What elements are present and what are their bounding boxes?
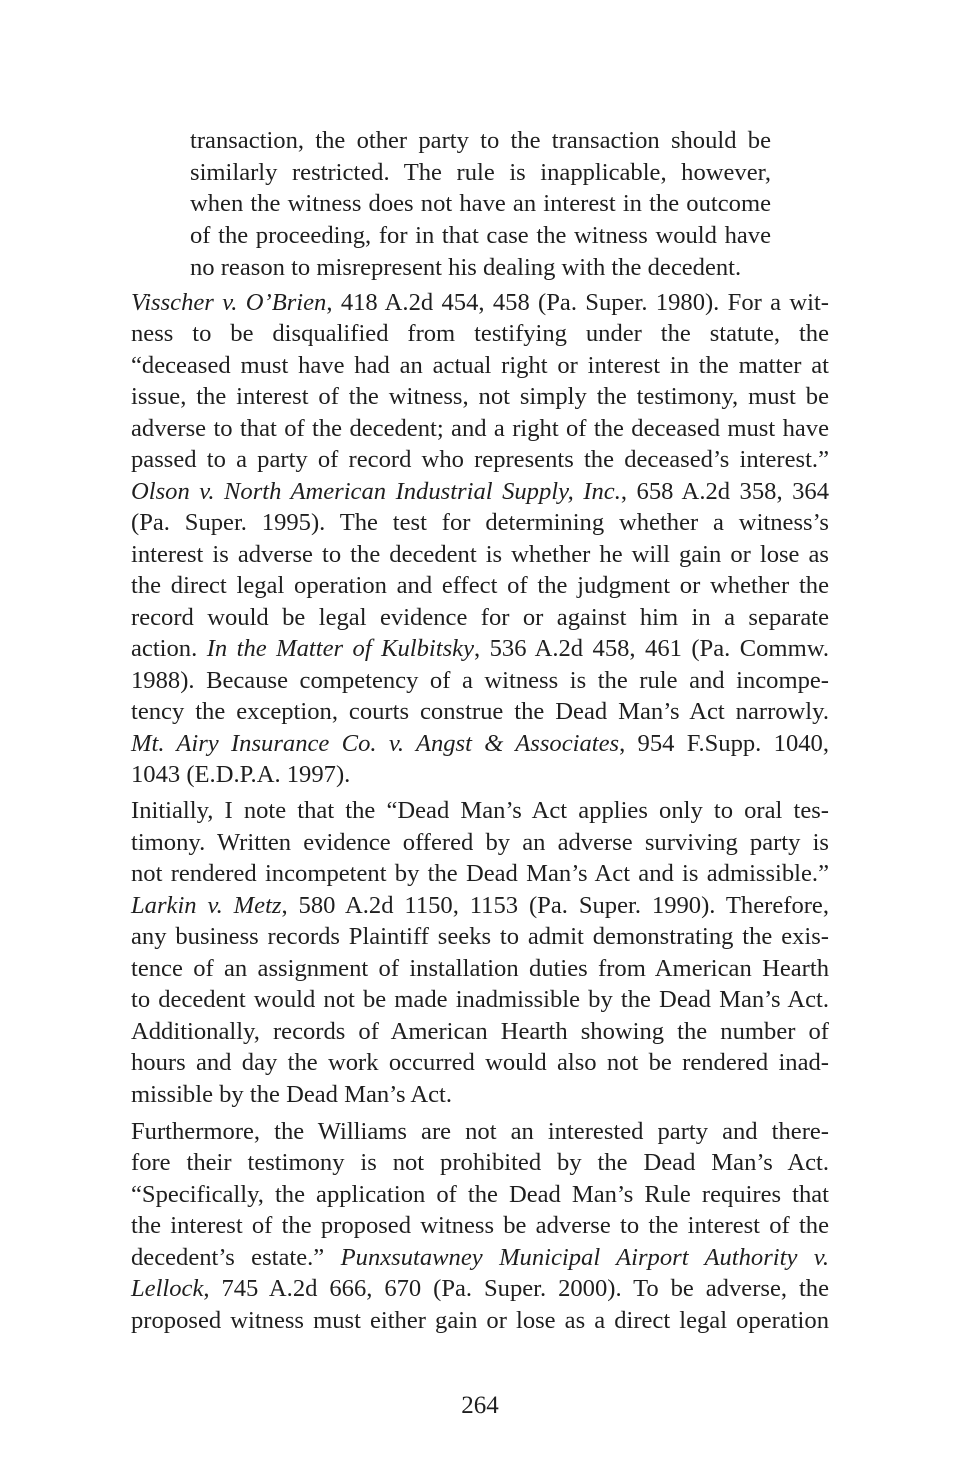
body-line: adverse to that of the decedent; and a right of the deceased must have [131,415,829,442]
body-line [131,633,829,664]
body-line: missible by the Dead Man’s Act. [131,1081,453,1108]
case-citation: Punxsutawney Municipal Airport Authority v. [340,1244,830,1271]
body-line: proposed witness must either gain or lose as a direct legal operation [131,1307,829,1334]
quote-line: of the proceeding, for in that case the witness would have [190,222,771,249]
body-line: any business records Plaintiff seeks to admit demonstrating the exis- [131,923,829,950]
body-line: hours and day the work occurred would also not be rendered inad- [131,1049,829,1076]
body-line: “Specifically, the application of the Dead Man’s Rule requires that [131,1181,829,1208]
citation-text: , 418 A.2d 454, 458 (Pa. Super. 1980). For a wit- [326,289,829,316]
citation-text: , 580 A.2d 1150, 1153 (Pa. Super. 1990). Therefore, [281,892,829,919]
body-line: not rendered incompetent by the Dead Man’s Act and is admissible.” [131,860,829,887]
body-line: “deceased must have had an actual right or interest in the matter at [131,352,829,379]
body-line: ness to be disqualified from testifying under the statute, the [131,320,829,347]
body-line [131,1242,829,1273]
body-line: fore their testimony is not prohibited by the Dead Man’s Act. [131,1149,829,1176]
body-text: decedent’s estate.” [131,1244,341,1271]
body-line: passed to a party of record who represents the deceased’s interest.” [131,446,829,473]
body-line: to decedent would not be made inadmissible by the Dead Man’s Act. [131,986,829,1013]
quote-line: transaction, the other party to the transaction should be [190,127,771,154]
body-line: timony. Written evidence offered by an adverse surviving party is [131,829,829,856]
body-line [131,287,829,318]
case-citation: Larkin v. Metz [131,892,282,919]
body-line [131,1273,829,1304]
citation-text: , 954 F.Supp. 1040, [619,730,829,757]
body-line [131,890,829,921]
body-line: the interest of the proposed witness be adverse to the interest of the [131,1212,829,1239]
case-citation: Mt. Airy Insurance Co. v. Angst & Associates [131,730,620,757]
citation-text: , 745 A.2d 666, 670 (Pa. Super. 2000). To be adverse, the [203,1275,829,1302]
case-citation: Visscher v. O’Brien [131,289,327,316]
body-line: Initially, I note that the “Dead Man’s Act applies only to oral tes- [131,797,829,824]
body-line: (Pa. Super. 1995). The test for determining whether a witness’s [131,509,829,536]
body-line: issue, the interest of the witness, not simply the testimony, must be [131,383,829,410]
body-line [131,728,829,759]
quote-line: no reason to misrepresent his dealing with the decedent. [190,254,742,281]
body-line: tency the exception, courts construe the Dead Man’s Act narrowly. [131,698,829,725]
body-line: interest is adverse to the decedent is whether he will gain or lose as [131,541,829,568]
body-line: Additionally, records of American Hearth showing the number of [131,1018,829,1045]
body-line: the direct legal operation and effect of the judgment or whether the [131,572,829,599]
body-line: 1988). Because competency of a witness is the rule and incompe- [131,667,829,694]
quote-line: when the witness does not have an interest in the outcome [190,190,771,217]
body-line: tence of an assignment of installation duties from American Hearth [131,955,829,982]
citation-text: , 658 A.2d 358, 364 [620,478,829,505]
page-number: 264 [461,1392,499,1419]
quote-line: similarly restricted. The rule is inapplicable, however, [190,159,771,186]
body-line: 1043 (E.D.P.A. 1997). [131,761,351,788]
case-citation: In the Matter of Kulbitsky [206,635,474,662]
body-text: action. [131,635,207,662]
body-line [131,476,829,507]
case-citation: Lellock [131,1275,204,1302]
body-line: Furthermore, the Williams are not an interested party and there- [131,1118,829,1145]
body-line: record would be legal evidence for or against him in a separate [131,604,829,631]
case-citation: Olson v. North American Industrial Supply, Inc. [131,478,621,505]
citation-text: , 536 A.2d 458, 461 (Pa. Commw. [474,635,830,662]
